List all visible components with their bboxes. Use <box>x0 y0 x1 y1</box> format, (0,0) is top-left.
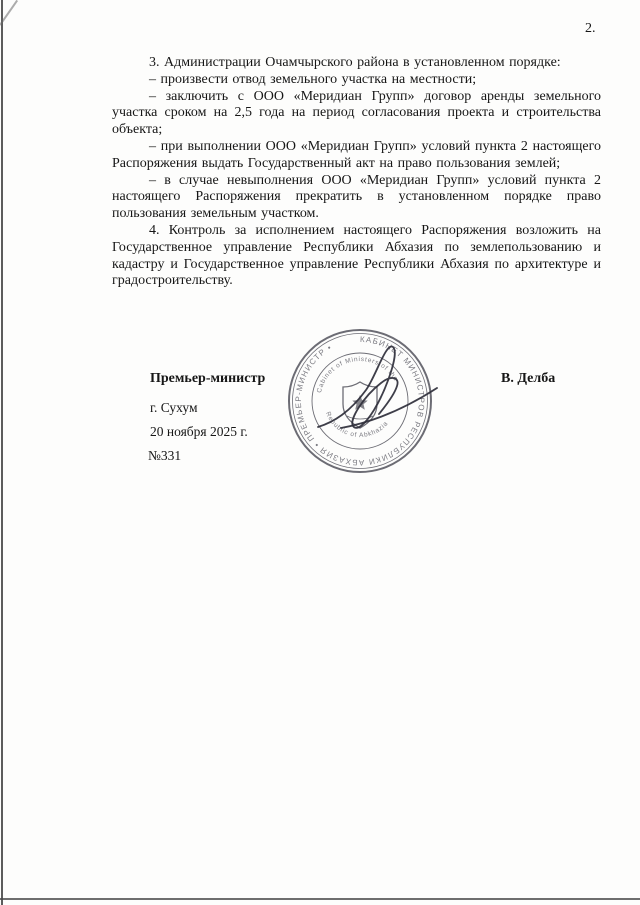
para-dash-4: – в случае невыполнения ООО «Меридиан Групп» условий пункта 2 настоящего Распоряжения прекратить в установленном порядке право пользования земельным участком. <box>112 172 601 222</box>
para-dash-1: – произвести отвод земельного участка на местности; <box>149 71 477 87</box>
para-dash-2: – заключить с ООО «Меридиан Групп» договор аренды земельного участка сроком на 2,5 года на период согласования проекта и строительства объекта; <box>112 88 601 138</box>
date-line: 20 ноября 2025 г. <box>150 424 248 439</box>
para-point-3: 3. Администрации Очамчырского района в установленном порядке: <box>149 55 561 70</box>
stamp-inner-top-text: Cabinet of Ministers of the <box>315 355 400 394</box>
para-point-4: 4. Контроль за исполнением настоящего Распоряжения возложить на Государственное управление Республики Абхазия по землепользованию и кадастру и Государственное управление Республики Абхазия по архитектуре и градостроительству. <box>112 222 601 289</box>
signer-title: Премьер-министр <box>150 371 266 386</box>
document-body <box>112 55 601 290</box>
scan-edge-left <box>1 0 3 905</box>
document-number: №331 <box>148 448 182 463</box>
page-number: 2. <box>585 21 596 36</box>
stamp-outer-ring-text: КАБИНЕТ МИНИСТРОВ РЕСПУБЛИКИ АБХАЗИЯ • ПРЕМЬЕР-МИНИСТР • <box>293 334 426 468</box>
place-line: г. Сухум <box>150 400 198 415</box>
signer-name: В. Делба <box>501 371 556 386</box>
official-stamp <box>284 324 454 480</box>
stamp-inner-bottom-text: Republic of Abkhazia <box>324 410 390 440</box>
stamp-seal <box>289 330 431 472</box>
scan-edge-bottom <box>0 898 640 900</box>
para-dash-3: – при выполнении ООО «Меридиан Групп» условий пункта 2 настоящего Распоряжения выдать Государственный акт на право пользования землей; <box>112 138 601 171</box>
